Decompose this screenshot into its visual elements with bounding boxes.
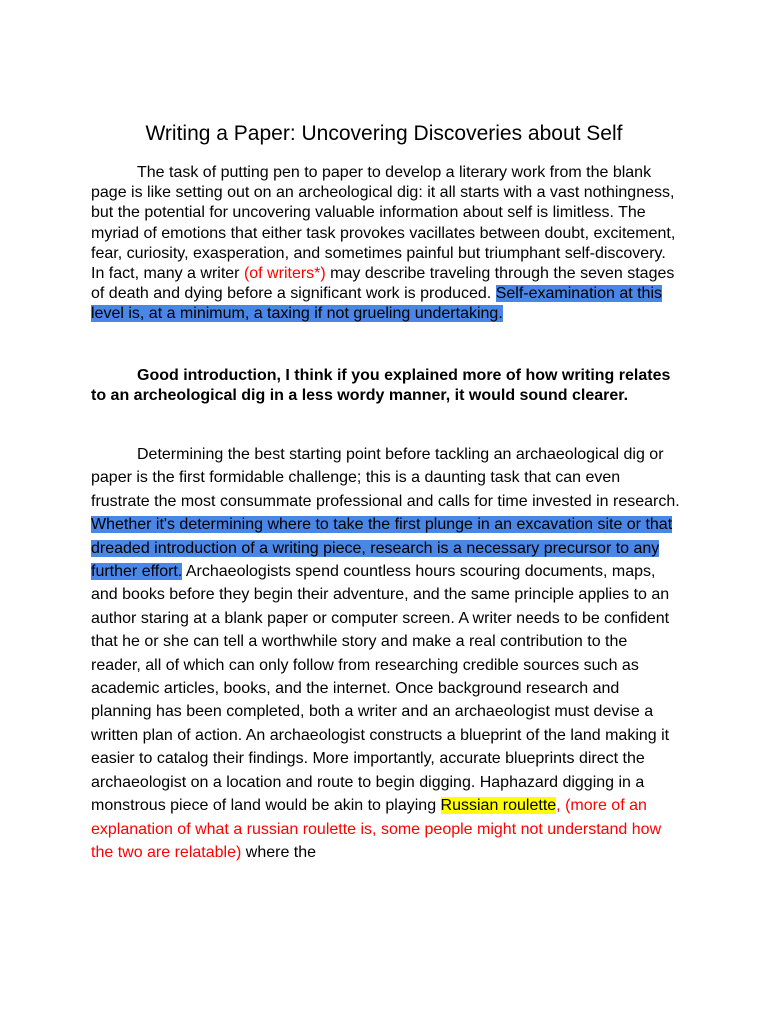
paragraph-text: where the bbox=[241, 843, 317, 861]
punctuation: , bbox=[556, 797, 566, 815]
document-title: Writing a Paper: Uncovering Discoveries about Self bbox=[145, 122, 623, 145]
highlighted-phrase: Russian roulette bbox=[440, 797, 557, 815]
highlighted-sentence: Self-examination at this level is, at a minimum, a taxing if not grueling undertaking. bbox=[91, 285, 663, 323]
editor-comment: (more of an explanation of what a russian roulette is, some people might not understand how the two are relatable) bbox=[91, 797, 662, 861]
paragraph-text: Determining the best starting point before tackling an archaeological dig or paper is the first formidable challenge; this is a daunting task that can even frustrate the most consummate professional and calls for time invested in research. bbox=[91, 446, 680, 510]
highlighted-sentence: Whether it's determining where to take the first plunge in an excavation site or that dreaded introduction of a writing piece, research is a necessary precursor to any further effort. bbox=[91, 516, 673, 581]
editor-comment: (of writers*) bbox=[243, 265, 326, 283]
paragraph-introduction bbox=[91, 163, 681, 325]
paragraph-text: The task of putting pen to paper to develop a literary work from the blank page is like setting out on an archeological dig: it all starts with a vast nothingness, but the potential for uncovering valuable information about self is limitless. The myriad of emotions that either task provokes vacillates between doubt, excitement, fear, curiosity, exasperation, and sometimes painful but triumphant self-discovery. In fact, many a writer bbox=[91, 164, 676, 283]
paragraph-body bbox=[91, 443, 681, 864]
paragraph-text: may describe traveling through the seven stages of death and dying before a significant work is produced. bbox=[91, 265, 675, 303]
paragraph-text: Archaeologists spend countless hours scouring documents, maps, and books before they begin their adventure, and the same principle applies to an author staring at a blank paper or computer screen. A writer needs to be confident that he or she can tell a worthwhile story and make a real contribution to the reader, all of which can only follow from researching credible sources such as academic articles, books, and the internet. Once background research and planning has been completed, both a writer and an archaeologist must devise a written plan of action. An archaeologist constructs a blueprint of the land making it easier to catalog their findings. More importantly, accurate blueprints direct the archaeologist on a location and route to begin digging. Haphazard digging in a monstrous piece of land would be akin to playing bbox=[91, 563, 670, 815]
paragraph-feedback: Good introduction, I think if you explained more of how writing relates to an archeological dig in a less wordy manner, it would sound clearer. bbox=[91, 367, 671, 405]
